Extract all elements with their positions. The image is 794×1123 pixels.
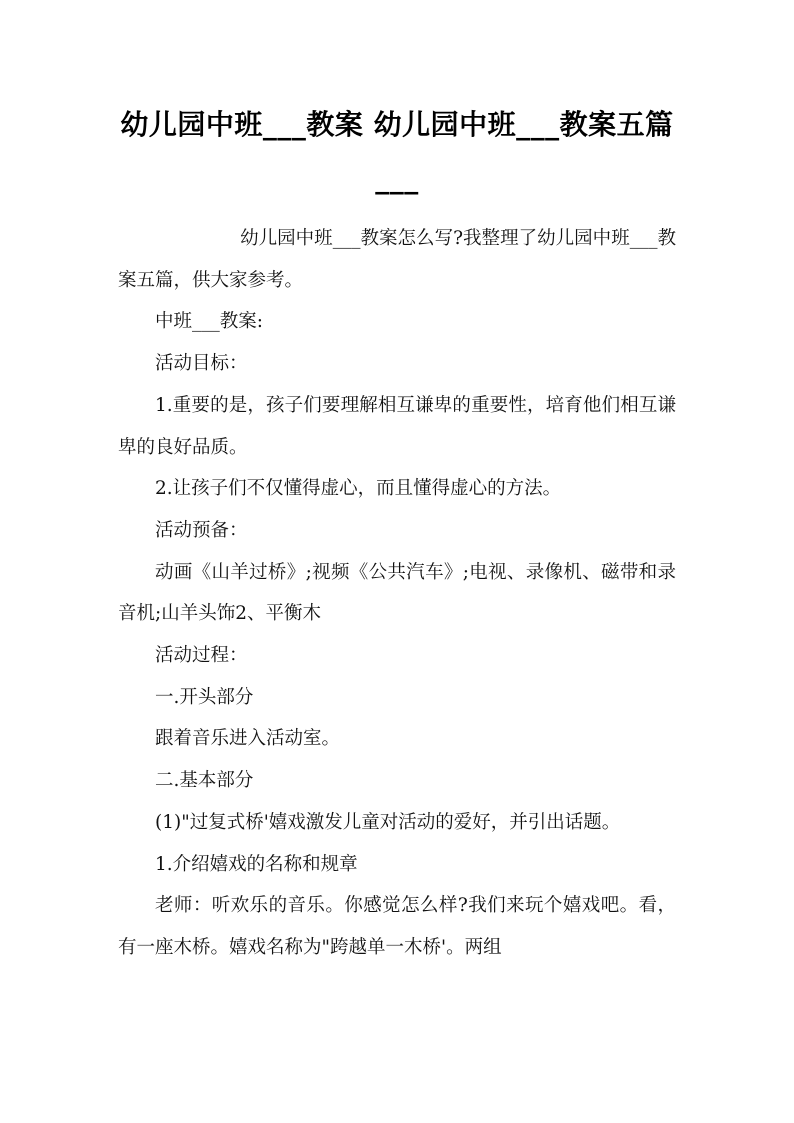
- document-body: [118, 218, 676, 969]
- paragraph: 二.基本部分: [155, 770, 254, 792]
- paragraph: 跟着音乐进入活动室。: [155, 728, 341, 750]
- paragraph: 1.介绍嬉戏的名称和规章: [155, 853, 358, 875]
- paragraph: 活动过程：: [155, 645, 248, 667]
- paragraph: 动画《山羊过桥》;视频《公共汽车》;电视、录像机、磁带和录音机;山羊头饰2、平衡木: [118, 561, 676, 625]
- paragraph: 2.让孩子们不仅懂得虚心，而且懂得虚心的方法。: [155, 478, 562, 500]
- paragraph: (1)"过复式桥'嬉戏激发儿童对活动的爱好，并引出话题。: [155, 811, 621, 833]
- paragraph: 活动预备：: [155, 519, 248, 541]
- paragraph: 一.开头部分: [155, 686, 254, 708]
- intro-paragraph: 幼儿园中班___教案怎么写?我整理了幼儿园中班___教案五篇，供大家参考。: [118, 228, 676, 291]
- paragraph: 中班___教案:: [155, 311, 263, 333]
- document-title: 幼儿园中班___教案 幼儿园中班___教案五篇___: [120, 108, 674, 195]
- paragraph: 活动目标：: [155, 353, 248, 375]
- paragraph: 老师：听欢乐的音乐。你感觉怎么样?我们来玩个嬉戏吧。看，有一座木桥。嬉戏名称为"跨越单一木桥'。两组: [118, 895, 676, 958]
- paragraph: 1.重要的是，孩子们要理解相互谦卑的重要性，培育他们相互谦卑的良好品质。: [118, 394, 676, 458]
